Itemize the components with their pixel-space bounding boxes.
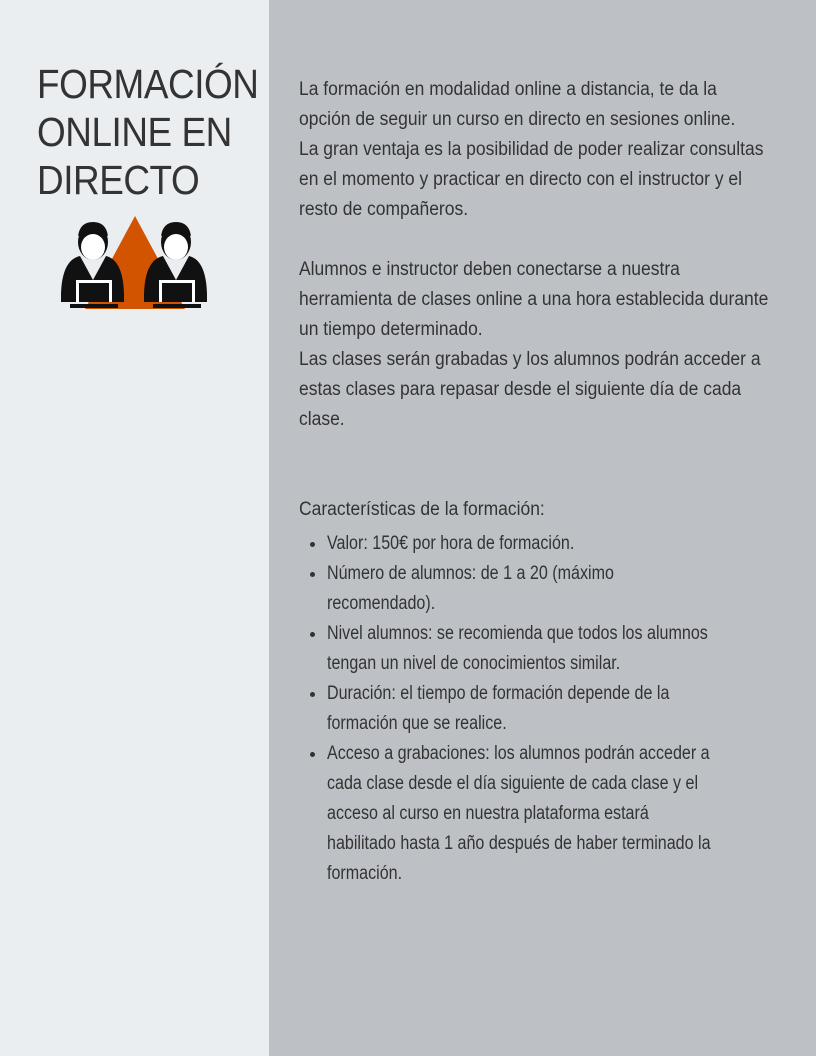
title-line: ONLINE EN [37, 109, 232, 155]
text-line: • Nivel alumnos: se recomienda que todos los alumnos [327, 623, 708, 644]
features-list [299, 529, 799, 889]
text-line: en el momento y practicar en directo con el instructor y el [299, 169, 743, 190]
page-title [37, 60, 262, 204]
person-icon [61, 222, 124, 308]
text-line: un tiempo determinado. [299, 319, 483, 340]
text-line: Alumnos e instructor deben conectarse a nuestra [299, 259, 680, 280]
two-students-with-laptops-icon [60, 214, 210, 315]
text-line: clase. [299, 409, 345, 430]
text-line: formación. [327, 863, 403, 884]
title-line: DIRECTO [37, 157, 200, 203]
title-line: FORMACIÓN [37, 61, 259, 107]
features-heading: Características de la formación: [299, 499, 545, 520]
sidebar [0, 0, 269, 1056]
text-line: estas clases para repasar desde el siguiente día de cada [299, 379, 742, 400]
text-line: formación que se realice. [327, 713, 507, 734]
text-line: acceso al curso en nuestra plataforma estará [327, 803, 649, 824]
text-line: La formación en modalidad online a distancia, te da la [299, 79, 717, 100]
text-line: La gran ventaja es la posibilidad de poder realizar consultas [299, 139, 764, 160]
intro-paragraph [299, 75, 799, 225]
text-line: • Número de alumnos: de 1 a 20 (máximo [327, 563, 614, 584]
text-line: habilitado hasta 1 año después de haber terminado la [327, 833, 711, 854]
text-line: tengan un nivel de conocimientos similar. [327, 653, 621, 674]
list-item [327, 619, 799, 679]
list-item [327, 529, 799, 559]
text-line: opción de seguir un curso en directo en sesiones online. [299, 109, 736, 130]
text-line: resto de compañeros. [299, 199, 469, 220]
text-line: herramienta de clases online a una hora establecida durante [299, 289, 769, 310]
text-line: • Acceso a grabaciones: los alumnos podrán acceder a [327, 743, 710, 764]
list-item [327, 679, 799, 739]
text-line: recomendado). [327, 593, 436, 614]
list-item [327, 739, 799, 889]
text-line: • Duración: el tiempo de formación depende de la [327, 683, 670, 704]
text-line: Las clases serán grabadas y los alumnos podrán acceder a [299, 349, 761, 370]
list-item [327, 559, 799, 619]
classes-paragraph [299, 255, 799, 435]
content-text [299, 75, 799, 889]
text-line: • Valor: 150€ por hora de formación. [327, 533, 575, 554]
text-line: cada clase desde el día siguiente de cada clase y el [327, 773, 699, 794]
person-icon [144, 222, 207, 308]
